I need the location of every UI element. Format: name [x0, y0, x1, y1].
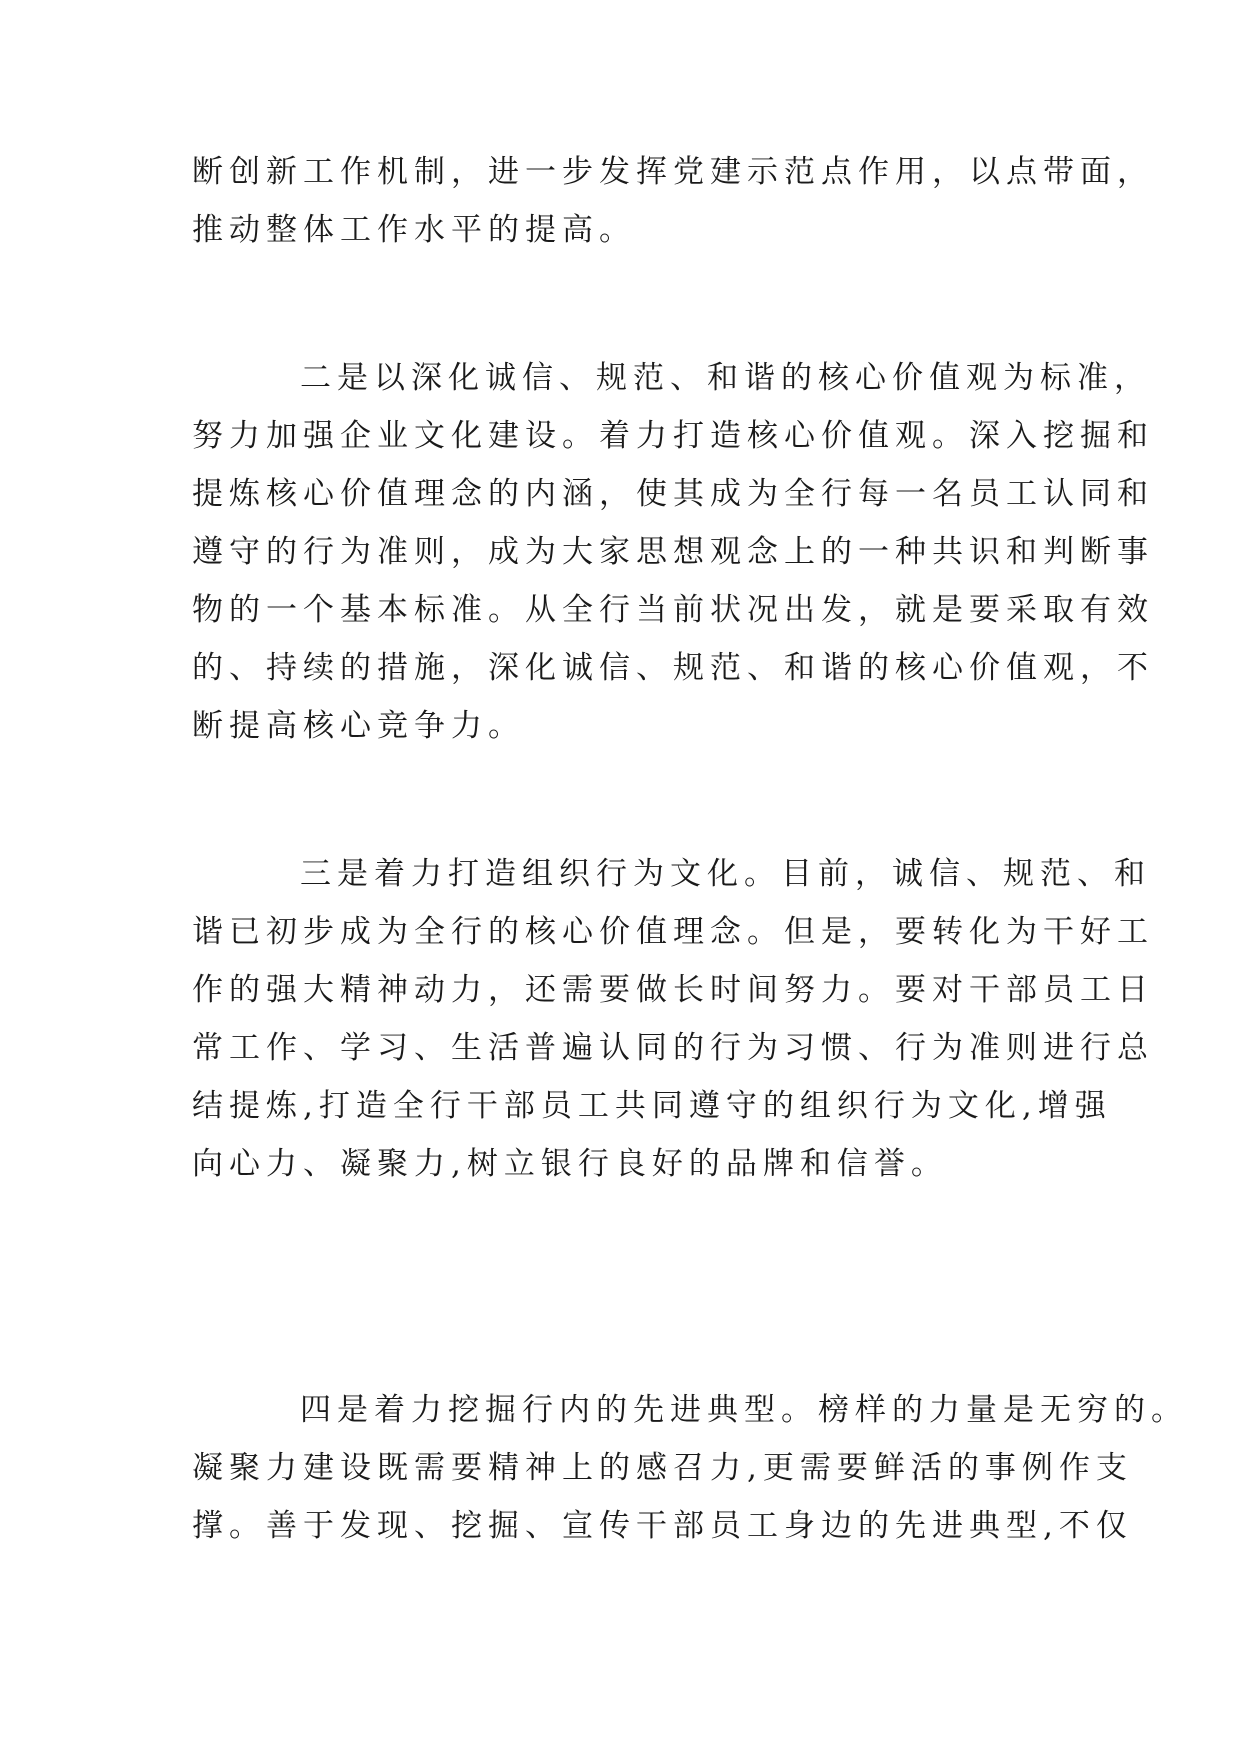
paragraph-2-line-7: 断提高核心竞争力。: [192, 708, 525, 744]
paragraph-2-line-4: 遵守的行为准则，成为大家思想观念上的一种共识和判断事: [192, 534, 1154, 570]
paragraph-4-line-1: 四是着力挖掘行内的先进典型。榜样的力量是无穷的。: [300, 1392, 1188, 1428]
paragraph-2-line-3: 提炼核心价值理念的内涵，使其成为全行每一名员工认同和: [192, 476, 1154, 512]
paragraph-3-line-4: 常工作、学习、生活普遍认同的行为习惯、行为准则进行总: [192, 1030, 1154, 1066]
paragraph-3-line-6: 向心力、凝聚力,树立银行良好的品牌和信誉。: [192, 1146, 948, 1182]
paragraph-2-line-1: 二是以深化诚信、规范、和谐的核心价值观为标准，: [300, 360, 1151, 396]
paragraph-3-line-5: 结提炼,打造全行干部员工共同遵守的组织行为文化,增强: [192, 1088, 1112, 1124]
paragraph-3-line-2: 谐已初步成为全行的核心价值理念。但是，要转化为干好工: [192, 914, 1154, 950]
paragraph-2-line-6: 的、持续的措施，深化诚信、规范、和谐的核心价值观，不: [192, 650, 1154, 686]
paragraph-4-line-3: 撑。善于发现、挖掘、宣传干部员工身边的先进典型,不仅: [192, 1508, 1133, 1544]
paragraph-2-line-5: 物的一个基本标准。从全行当前状况出发，就是要采取有效: [192, 592, 1154, 628]
paragraph-3-line-1: 三是着力打造组织行为文化。目前，诚信、规范、和: [300, 856, 1151, 892]
paragraph-1-line-2: 推动整体工作水平的提高。: [192, 212, 636, 248]
paragraph-2-line-2: 努力加强企业文化建设。着力打造核心价值观。深入挖掘和: [192, 418, 1154, 454]
paragraph-1-line-1: 断创新工作机制，进一步发挥党建示范点作用，以点带面，: [192, 154, 1154, 190]
paragraph-4-line-2: 凝聚力建设既需要精神上的感召力,更需要鲜活的事例作支: [192, 1450, 1133, 1486]
paragraph-3-line-3: 作的强大精神动力，还需要做长时间努力。要对干部员工日: [192, 972, 1154, 1008]
